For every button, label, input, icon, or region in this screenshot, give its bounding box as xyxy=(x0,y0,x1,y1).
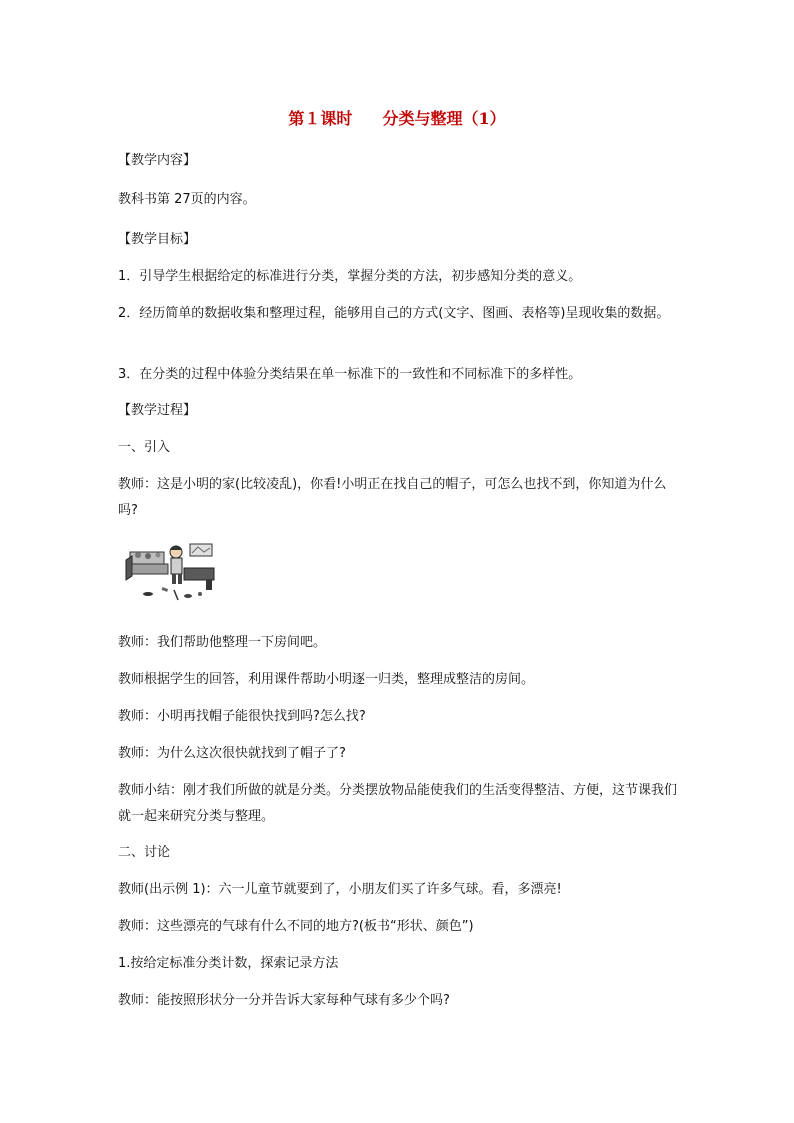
goals-heading: 【教学目标】 xyxy=(118,232,197,247)
teacher-line: 教师：小明再找帽子能很快找到吗?怎么找? xyxy=(118,709,366,724)
lesson-number: 第１课时 xyxy=(288,109,353,128)
teacher-summary: 教师小结：刚才我们所做的就是分类。分类摆放物品能使我们的生活变得整洁、方便，这节课我们就一起来研究分类与整理。 xyxy=(118,783,678,824)
goal-item: 2．经历简单的数据收集和整理过程，能够用自己的方式(文字、图画、表格等)呈现收集的数据。 xyxy=(118,306,670,321)
teacher-line: 教师：为什么这次很快就找到了帽子了? xyxy=(118,746,346,761)
teacher-line: 教师：我们帮助他整理一下房间吧。 xyxy=(118,635,327,650)
goal-item: 1．引导学生根据给定的标准进行分类，掌握分类的方法，初步感知分类的意义。 xyxy=(118,269,582,284)
messy-room-illustration xyxy=(118,538,222,608)
teacher-line: 教师根据学生的回答，利用课件帮助小明逐一归类，整理成整洁的房间。 xyxy=(118,672,535,687)
intro-heading: 一、引入 xyxy=(118,440,171,455)
process-heading: 【教学过程】 xyxy=(118,403,197,418)
discuss-line: 教师：能按照形状分一分并告诉大家每种气球有多少个吗? xyxy=(118,993,450,1008)
discuss-heading: 二、讨论 xyxy=(118,845,171,860)
lesson-title xyxy=(0,106,794,129)
discuss-line: 教师：这些漂亮的气球有什么不同的地方?(板书“形状、颜色”) xyxy=(118,919,474,934)
intro-paragraph: 教师：这是小明的家(比较凌乱)，你看!小明正在找自己的帽子，可怎么也找不到，你知道为什么吗? xyxy=(118,477,667,518)
discuss-subheading: 1.按给定标准分类计数，探索记录方法 xyxy=(118,956,339,971)
lesson-topic: 分类与整理（1） xyxy=(382,109,506,128)
content-text: 教科书第 27页的内容。 xyxy=(118,192,256,207)
goal-item: 3．在分类的过程中体验分类结果在单一标准下的一致性和不同标准下的多样性。 xyxy=(118,367,582,382)
discuss-line: 教师(出示例 1)：六一儿童节就要到了，小朋友们买了许多气球。看，多漂亮! xyxy=(118,882,562,897)
content-heading: 【教学内容】 xyxy=(118,153,197,168)
